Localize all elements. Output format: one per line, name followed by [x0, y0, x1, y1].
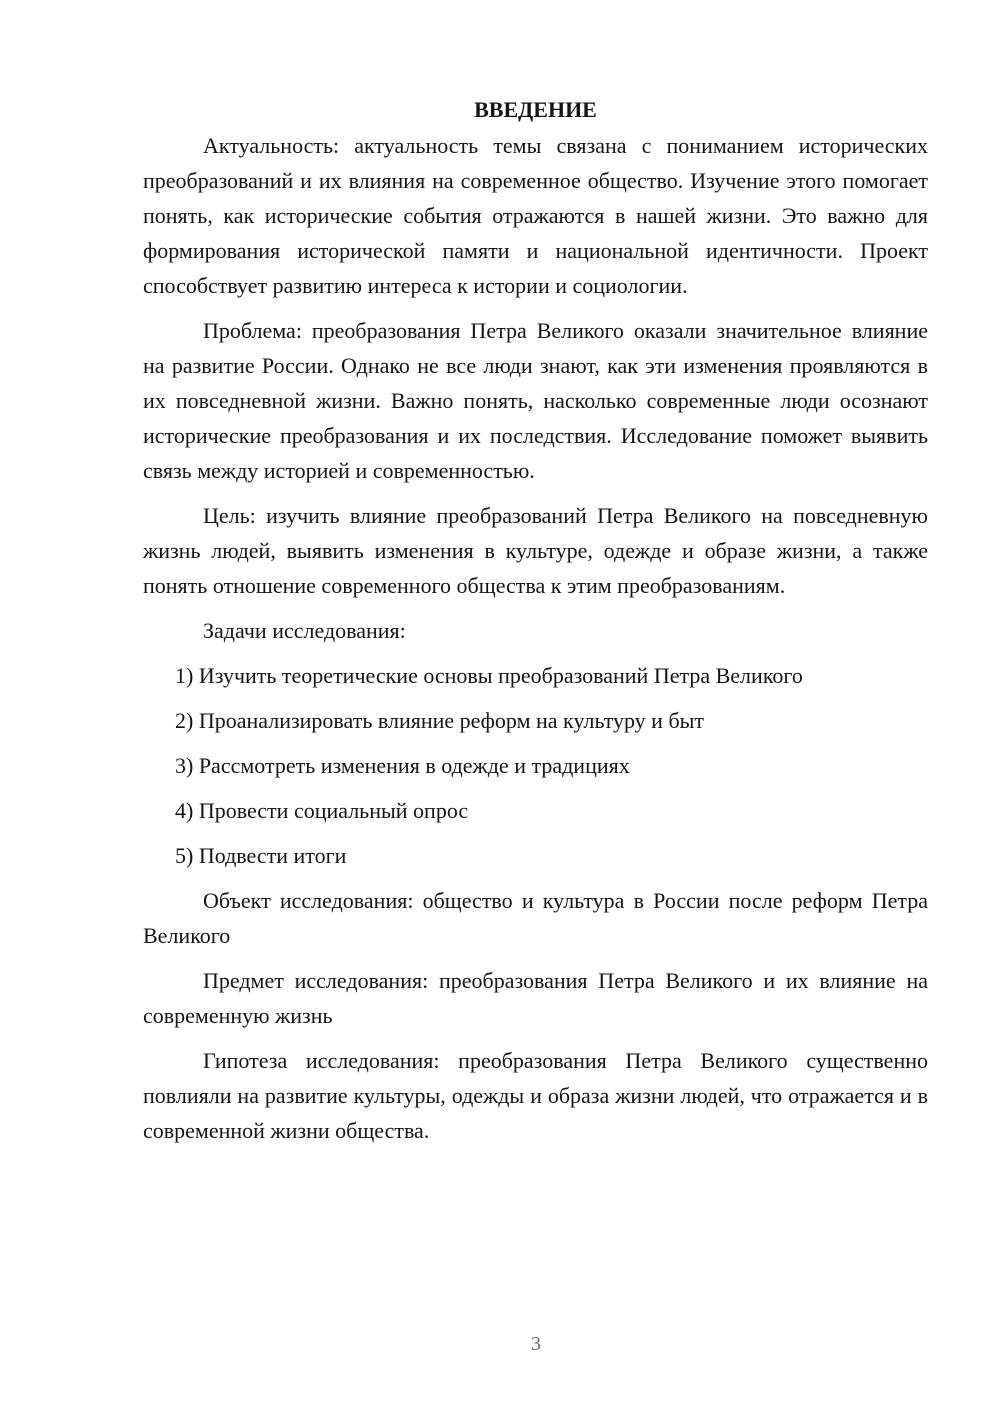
task-item-3: 3) Рассмотреть изменения в одежде и традициях	[175, 753, 630, 778]
paragraph-problem: Проблема: преобразования Петра Великого оказали значительное влияние на развитие России. Однако не все люди знают, как эти изменения проявляются в их повседневной жизни. Важно понять, насколько современные люди осознают исторические преобразования и их последствия. Исследование поможет выявить связь между историей и современностью.	[143, 318, 928, 483]
task-item-4: 4) Провести социальный опрос	[175, 798, 469, 823]
paragraph-relevance: Актуальность: актуальность темы связана с пониманием исторических преобразований и их влияния на современное общество. Изучение этого помогает понять, как исторические события отражаются в нашей жизни. Это важно для формирования исторической памяти и национальной идентичности. Проект способствует развитию интереса к истории и социологии.	[143, 133, 928, 298]
tasks-title: Задачи исследования:	[203, 618, 406, 643]
task-item-1: 1) Изучить теоретические основы преобразований Петра Великого	[175, 663, 803, 688]
task-item-2: 2) Проанализировать влияние реформ на культуру и быт	[175, 708, 705, 733]
page-number: 3	[531, 1333, 541, 1355]
task-list	[143, 658, 928, 873]
task-item-5: 5) Подвести итоги	[175, 843, 347, 868]
paragraph-hypothesis: Гипотеза исследования: преобразования Петра Великого существенно повлияли на развитие культуры, одежды и образа жизни людей, что отражается и в современной жизни общества.	[143, 1048, 928, 1143]
page-content	[143, 92, 928, 1158]
paragraph-subject: Предмет исследования: преобразования Петра Великого и их влияние на современную жизнь	[143, 968, 928, 1028]
page-title: ВВЕДЕНИЕ	[474, 97, 597, 122]
paragraph-goal: Цель: изучить влияние преобразований Петра Великого на повседневную жизнь людей, выявить изменения в культуре, одежде и образе жизни, а также понять отношение современного общества к этим преобразованиям.	[143, 503, 928, 598]
paragraph-object: Объект исследования: общество и культура в России после реформ Петра Великого	[143, 888, 928, 948]
